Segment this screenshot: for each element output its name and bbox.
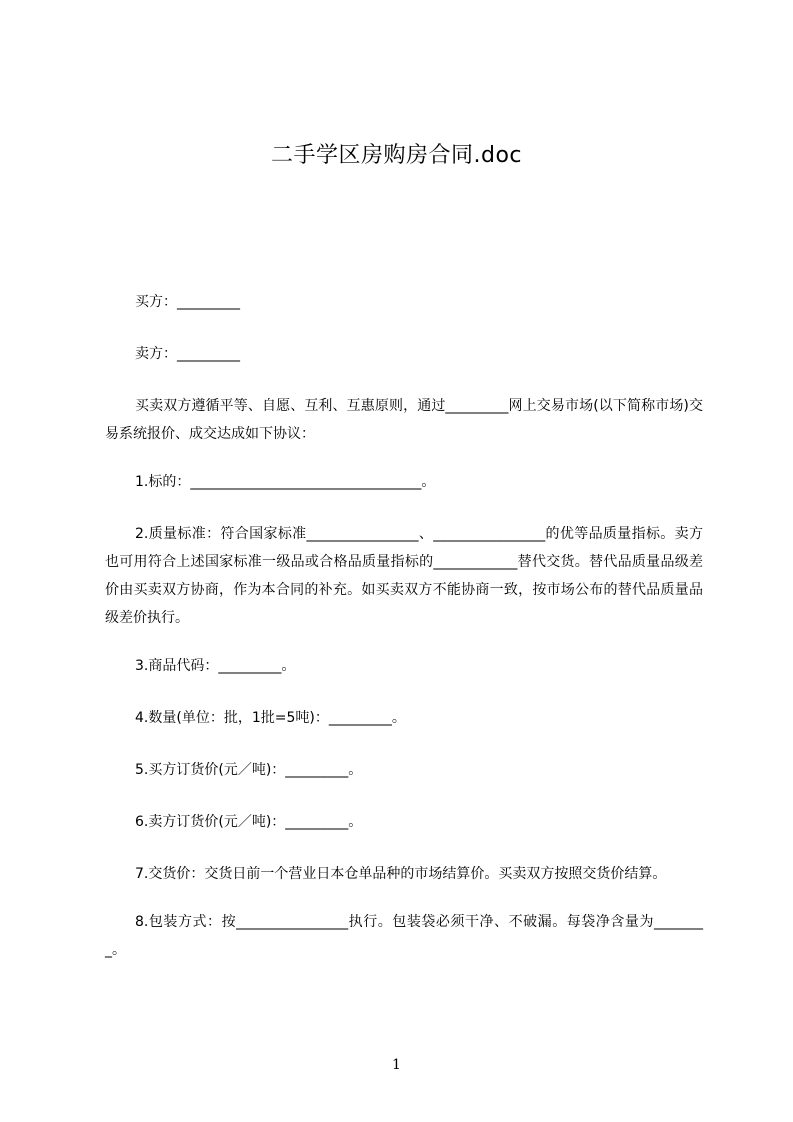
preamble-paragraph: 买卖双方遵循平等、自愿、互利、互惠原则，通过_________网上交易市场(以下简称市场)交易系统报价、成交达成如下协议： — [105, 398, 703, 442]
clause-3-code: 3.商品代码：_________。 — [135, 658, 296, 674]
seller-line: 卖方：_________ — [135, 346, 240, 362]
clause-8-packaging: 8.包装方式：按________________执行。包装袋必须干净、不破漏。每袋净含量为________。 — [105, 914, 703, 958]
clause-6-seller-price: 6.卖方订货价(元／吨)：_________。 — [135, 814, 363, 830]
page-number: 1 — [392, 1057, 401, 1073]
clause-7-delivery-price: 7.交货价：交货日前一个营业日本仓单品种的市场结算价。买卖双方按照交货价结算。 — [135, 866, 667, 882]
buyer-line: 买方：_________ — [135, 294, 240, 310]
document-title: 二手学区房购房合同.doc — [270, 143, 522, 168]
clause-5-buyer-price: 5.买方订货价(元／吨)：_________。 — [135, 762, 363, 778]
clause-1-subject: 1.标的：_________________________________。 — [135, 474, 436, 490]
clause-4-quantity: 4.数量(单位：批，1批=5吨)：_________。 — [135, 710, 406, 726]
clause-2-quality: 2.质量标准：符合国家标准________________、________________的优等品质量指标。卖方也可用符合上述国家标准一级品或合格品质量指标的____________替代交货。替代品质量品级差价由买卖双方协商，作为本合同的补充。如买卖双方不能协商一致，按市场公布的替代品质量品级差价执行。 — [105, 526, 703, 626]
document-body — [105, 288, 703, 988]
